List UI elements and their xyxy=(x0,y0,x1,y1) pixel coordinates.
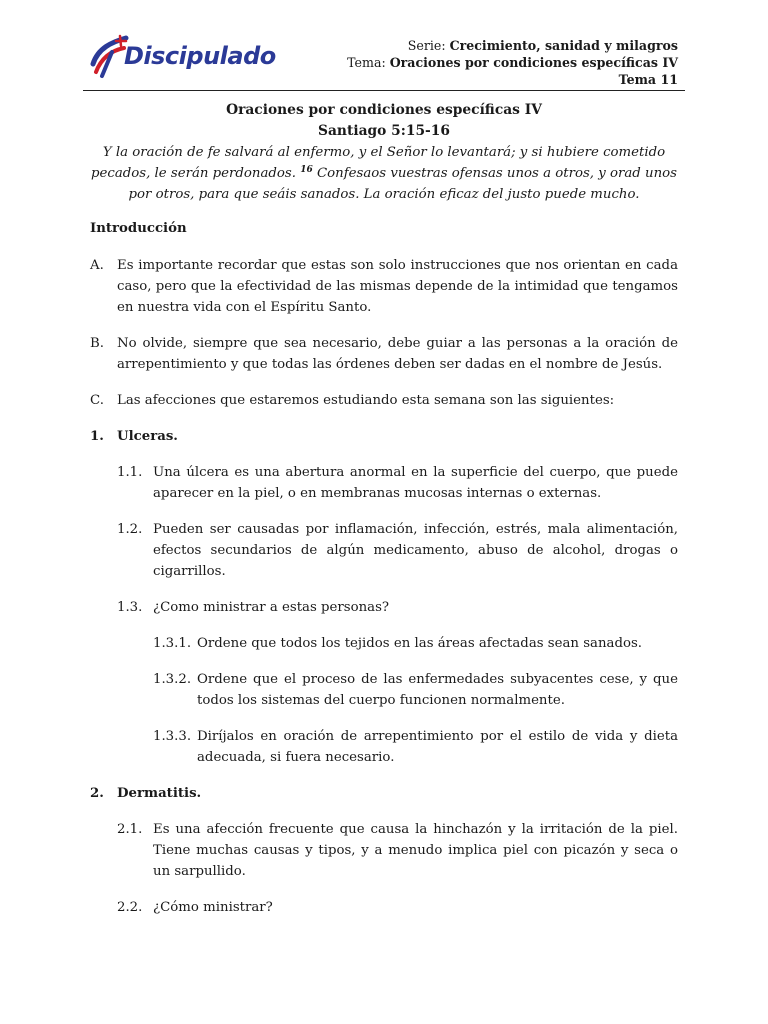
verse-part-2: Confesaos vuestras ofensas unos a otros, y orad unos por otros, para que seáis sanados. La oración eficaz del justo puede mucho. xyxy=(128,166,677,202)
document-meta xyxy=(347,37,678,88)
tema-value: Oraciones por condiciones específicas IV xyxy=(389,55,678,70)
list-item xyxy=(90,462,678,504)
title-block xyxy=(90,100,678,205)
tema-line xyxy=(347,54,678,71)
tema-number-line xyxy=(347,71,678,88)
section-title: Ulceras. xyxy=(117,429,178,444)
list-item xyxy=(90,597,678,618)
item-label: 1.3.3. xyxy=(153,729,192,744)
serie-line xyxy=(347,37,678,54)
item-text: Ordene que el proceso de las enfermedades subyacentes cese, y que todos los sistemas del cuerpo funcionen normalmente. xyxy=(197,672,678,708)
item-label: 1.3. xyxy=(117,600,143,615)
item-text: ¿Cómo ministrar? xyxy=(153,900,273,915)
scripture-reference: Santiago 5:15-16 xyxy=(318,123,450,139)
sub-list-item xyxy=(90,633,678,654)
item-label: C. xyxy=(90,393,104,408)
item-label: B. xyxy=(90,336,104,351)
discipulado-logo xyxy=(90,34,276,84)
intro-item xyxy=(90,255,678,318)
serie-label: Serie: xyxy=(407,38,450,53)
section-heading xyxy=(90,426,678,447)
item-label: 1.2. xyxy=(117,522,143,537)
header-divider xyxy=(83,90,685,91)
list-item xyxy=(90,519,678,582)
list-item xyxy=(90,897,678,918)
item-label: 1.3.2. xyxy=(153,672,192,687)
serie-value: Crecimiento, sanidad y milagros xyxy=(449,38,678,53)
item-text: ¿Como ministrar a estas personas? xyxy=(153,600,390,615)
item-label: A. xyxy=(90,258,104,273)
section-number: 1. xyxy=(90,429,104,444)
scripture-verse xyxy=(90,142,678,205)
sub-list-item xyxy=(90,726,678,768)
document-title: Oraciones por condiciones específicas IV xyxy=(226,102,542,118)
intro-heading: Introducción xyxy=(90,221,187,236)
intro-item xyxy=(90,390,678,411)
item-text: Diríjalos en oración de arrepentimiento por el estilo de vida y dieta adecuada, si fuera necesario. xyxy=(197,729,678,765)
item-label: 1.1. xyxy=(117,465,143,480)
item-text: Es importante recordar que estas son solo instrucciones que nos orientan en cada caso, pero que la efectividad de las mismas depende de la intimidad que tengamos en nuestra vida con el Espíritu Santo. xyxy=(117,258,678,315)
section-title: Dermatitis. xyxy=(117,786,202,801)
item-text: Pueden ser causadas por inflamación, infección, estrés, mala alimentación, efectos secundarios de algún medicamento, abuso de alcohol, drogas o cigarrillos. xyxy=(153,522,678,579)
item-label: 2.1. xyxy=(117,822,143,837)
item-text: Ordene que todos los tejidos en las áreas afectadas sean sanados. xyxy=(197,636,643,651)
tema-label: Tema: xyxy=(347,55,390,70)
item-text: Una úlcera es una abertura anormal en la superficie del cuerpo, que puede aparecer en la piel, o en membranas mucosas internas o externas. xyxy=(153,465,678,501)
verse-part-1: Y la oración de fe salvará al enfermo, y el Señor lo levantará; y si hubiere cometido pecados, le serán perdonados. xyxy=(91,145,666,181)
item-label: 2.2. xyxy=(117,900,143,915)
intro-item xyxy=(90,333,678,375)
list-item xyxy=(90,819,678,882)
logo-text: Discipulado xyxy=(124,42,276,70)
verse-number: 16 xyxy=(300,165,313,175)
item-text: No olvide, siempre que sea necesario, debe guiar a las personas a la oración de arrepentimiento y que todas las órdenes deben ser dadas en el nombre de Jesús. xyxy=(117,336,678,372)
section-number: 2. xyxy=(90,786,104,801)
item-text: Las afecciones que estaremos estudiando esta semana son las siguientes: xyxy=(117,393,615,408)
item-text: Es una afección frecuente que causa la hinchazón y la irritación de la piel. Tiene muchas causas y tipos, y a menudo implica piel con picazón y seca o un sarpullido. xyxy=(153,822,678,879)
document-body xyxy=(90,219,678,933)
section-heading xyxy=(90,783,678,804)
tema-number: Tema 11 xyxy=(618,72,678,87)
sub-list-item xyxy=(90,669,678,711)
item-label: 1.3.1. xyxy=(153,636,192,651)
